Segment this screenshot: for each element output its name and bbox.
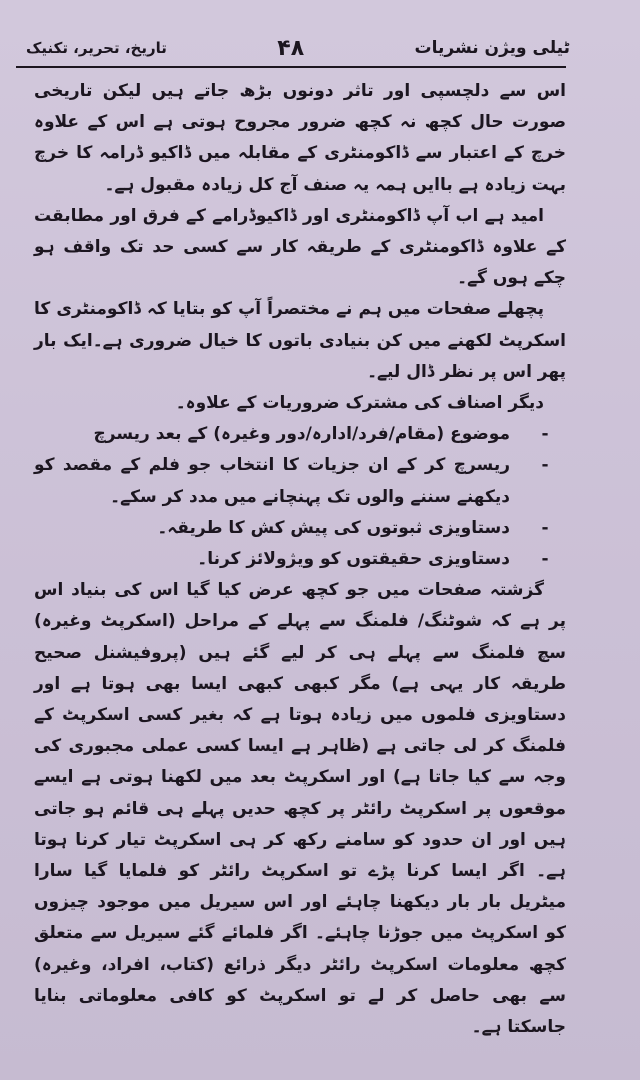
list-item bbox=[34, 544, 566, 575]
list-item-text: موضوع (مقام/فرد/ادارہ/دور وغیرہ) کے بعد ریسرچ bbox=[93, 424, 510, 445]
header-rule bbox=[16, 66, 566, 68]
page-body bbox=[34, 76, 566, 1043]
paragraph-1: اس سے دلچسپی اور تاثر دونوں بڑھ جاتے ہیں لیکن تاریخی صورت حال کچھ نہ کچھ ضرور مجروح ہوتی ہے اس کے علاوہ خرچ کے اعتبار سے ڈاکومنٹری کے مقابلہ میں ڈاکیو ڈرامہ کا خرچ بہت زیادہ ہے باایں ہمہ یہ صنف آج کل زیادہ مقبول ہے۔ bbox=[34, 81, 566, 195]
requirements-list bbox=[34, 419, 566, 575]
book-title: ٹیلی ویژن نشریات bbox=[414, 38, 570, 58]
list-item-text: دستاویزی ثبوتوں کی پیش کش کا طریقہ۔ bbox=[157, 517, 510, 538]
list-item bbox=[34, 419, 566, 450]
dash-marker: - bbox=[541, 424, 549, 445]
page-header bbox=[26, 30, 570, 66]
paragraph-2: امید ہے اب آپ ڈاکومنٹری اور ڈاکیوڈرامے کے فرق اور مطابقت کے علاوہ ڈاکومنٹری کے طریقہ کار سے کسی حد تک واقف ہو چکے ہوں گے۔ bbox=[34, 205, 566, 289]
dash-marker: - bbox=[541, 455, 549, 476]
list-item bbox=[34, 450, 566, 512]
page-number: ۴۸ bbox=[277, 35, 305, 61]
dash-marker: - bbox=[541, 549, 549, 570]
paragraph-3: پچھلے صفحات میں ہم نے مختصراً آپ کو بتایا کہ ڈاکومنٹری کا اسکرپٹ لکھنے میں کن بنیادی باتوں کا خیال ضروری ہے۔ایک بار پھر اس پر نظر ڈال لیے۔ bbox=[34, 299, 566, 382]
section-title: تاریخ، تحریر، تکنیک bbox=[26, 39, 167, 57]
list-item bbox=[34, 513, 566, 544]
paragraph-4: گزشتہ صفحات میں جو کچھ عرض کیا گیا اس کی بنیاد اس پر ہے کہ شوٹنگ/ فلمنگ سے پہلے کے مراحل (اسکرپٹ وغیرہ) سچ فلمنگ سے پہلے ہی کر لیے گئے ہیں (پروفیشنل صحیح طریقہ کار یہی ہے) مگر کبھی کبھی ایسا بھی ہوتا ہے اور دستاویزی فلموں میں زیادہ ہوتا ہے کہ بغیر کسی اسکرپٹ کے فلمنگ کر لی جاتی ہے (ظاہر ہے ایسا کسی عملی مجبوری کی وجہ سے کیا جاتا ہے) اور اسکرپٹ بعد میں لکھنا ہوتی ہے ایسے موقعوں پر اسکرپٹ رائٹر پر کچھ حدیں پہلے ہی قائم ہو جاتی ہیں اور ان حدود کو سامنے رکھ کر ہی اسکرپٹ تیار کرنا ہوتا ہے۔ اگر ایسا کرنا پڑے تو اسکرپٹ رائٹر کو فلمایا گیا سارا میٹریل بار بار دیکھنا چاہئے اور اس سیریل میں موجود چیزوں کو اسکرپٹ میں جوڑنا چاہئے۔ اگر فلمائے گئے سیریل سے متعلق کچھ معلومات اسکرپٹ رائٹر دیگر ذرائع (کتاب، افراد، وغیرہ) سے بھی حاصل کر لے تو اسکرپٹ کو کافی معلوماتی بنایا جاسکتا ہے۔ bbox=[34, 580, 566, 1038]
list-item-text: دستاویزی حقیقتوں کو ویژولائز کرنا۔ bbox=[197, 549, 510, 570]
list-item-text: ریسرچ کر کے ان جزیات کا انتخاب جو فلم کے مقصد کو دیکھنے سننے والوں تک پہنچانے میں مدد کر سکے۔ bbox=[34, 455, 510, 507]
list-intro: دیگر اصناف کی مشترک ضروریات کے علاوہ۔ bbox=[175, 393, 544, 414]
dash-marker: - bbox=[541, 517, 549, 538]
